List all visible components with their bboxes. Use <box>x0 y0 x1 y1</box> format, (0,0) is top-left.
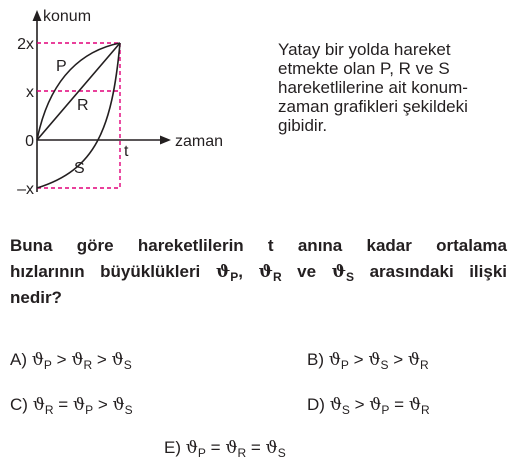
subscript: R <box>421 403 430 417</box>
velocity-symbol: ϑ <box>32 395 45 415</box>
curve-label-p: P <box>56 58 67 75</box>
velocity-symbol: ϑ <box>369 395 382 415</box>
question-fragment: ve <box>281 262 332 281</box>
description-line: etmekte olan P, R ve S <box>278 59 450 78</box>
description-line: zaman grafikleri şekildeki <box>278 97 468 116</box>
relation: > <box>353 350 364 369</box>
subscript: P <box>381 403 390 417</box>
description-text <box>278 40 504 135</box>
subscript: R <box>272 270 282 284</box>
option-letter: B) <box>307 350 324 369</box>
question-text <box>10 233 507 311</box>
subscript: S <box>380 358 389 372</box>
curve-label-s: S <box>74 160 85 177</box>
x-axis-arrow <box>160 136 171 145</box>
question-fragment: arasındaki ilişki <box>354 262 508 281</box>
option-letter: D) <box>307 395 325 414</box>
relation: > <box>97 395 108 414</box>
velocity-symbol: ϑ <box>72 395 86 415</box>
velocity-symbol: ϑ <box>225 438 238 458</box>
option-e[interactable] <box>164 438 286 458</box>
relation: > <box>56 350 67 369</box>
velocity-symbol: ϑ <box>408 395 421 415</box>
subscript: S <box>124 403 133 417</box>
question-fragment: hızlarının büyüklükleri <box>10 262 216 281</box>
relation: > <box>354 395 365 414</box>
position-time-graph <box>0 0 270 200</box>
subscript: R <box>237 446 247 460</box>
subscript: P <box>197 446 206 460</box>
description-line: gibidir. <box>278 116 328 135</box>
x-tick-t: t <box>124 143 129 160</box>
velocity-symbol: ϑ <box>111 350 124 370</box>
relation: = <box>210 438 221 457</box>
option-a[interactable] <box>10 350 132 370</box>
subscript: P <box>85 403 94 417</box>
velocity-symbol: ϑ <box>265 438 278 458</box>
relation: > <box>393 350 404 369</box>
x-axis-label: zaman <box>175 133 224 150</box>
velocity-symbol: ϑ <box>31 350 44 370</box>
description-line: hareketlilerine ait konum- <box>278 78 468 97</box>
y-axis-arrow <box>33 10 42 21</box>
curve-label-r: R <box>77 97 89 114</box>
velocity-symbol: ϑ <box>112 395 125 415</box>
y-tick-2x: 2x <box>17 36 34 53</box>
velocity-symbol: ϑ <box>328 350 341 370</box>
subscript: R <box>83 358 93 372</box>
question-line: nedir? <box>10 288 62 307</box>
option-d[interactable] <box>307 395 430 415</box>
option-letter: A) <box>10 350 27 369</box>
velocity-symbol: ϑ <box>185 438 198 458</box>
velocity-symbol: ϑ <box>258 262 273 282</box>
subscript: S <box>277 446 286 460</box>
relation: = <box>58 395 69 414</box>
option-b[interactable] <box>307 350 429 370</box>
subscript: S <box>341 403 350 417</box>
velocity-symbol: ϑ <box>407 350 421 370</box>
subscript: P <box>43 358 52 372</box>
option-c[interactable] <box>10 395 133 415</box>
y-tick-x: x <box>26 84 34 101</box>
y-tick-0: 0 <box>25 133 34 150</box>
separator: , <box>238 262 243 281</box>
velocity-symbol: ϑ <box>329 395 342 415</box>
relation: > <box>96 350 107 369</box>
option-letter: E) <box>164 438 181 457</box>
description-line: Yatay bir yolda hareket <box>278 40 451 59</box>
y-tick-minus-x: –x <box>17 181 34 198</box>
relation: = <box>250 438 261 457</box>
relation: = <box>394 395 405 414</box>
velocity-symbol: ϑ <box>71 350 84 370</box>
option-letter: C) <box>10 395 28 414</box>
subscript: P <box>340 358 349 372</box>
question-line <box>10 259 507 285</box>
subscript: S <box>123 358 132 372</box>
subscript: S <box>346 270 355 284</box>
subscript: R <box>420 358 429 372</box>
velocity-symbol: ϑ <box>215 262 231 282</box>
velocity-symbol: ϑ <box>331 262 347 282</box>
subscript: P <box>230 270 239 284</box>
question-line: Buna göre hareketlilerin t anına kadar ortalama <box>10 236 507 255</box>
velocity-symbol: ϑ <box>368 350 381 370</box>
subscript: R <box>44 403 54 417</box>
y-axis-label: konum <box>43 8 92 25</box>
